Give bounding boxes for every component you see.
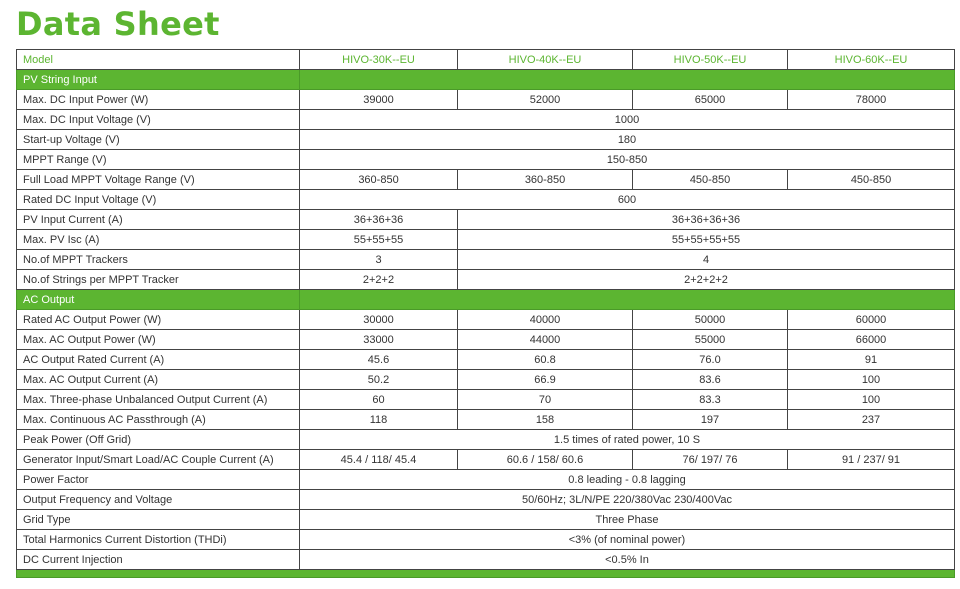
cell-value: 150-850 (300, 150, 955, 170)
cell-value: 2+2+2+2 (458, 270, 955, 290)
data-sheet-table (16, 49, 955, 578)
cell-value: 450-850 (633, 170, 788, 190)
cell-value: 237 (788, 410, 955, 430)
row-label: Max. AC Output Power (W) (17, 330, 300, 350)
table-row (17, 150, 955, 170)
model-name: HIVO-40K--EU (458, 50, 633, 70)
cell-value: 360-850 (300, 170, 458, 190)
section-header-next (17, 570, 955, 578)
section-fill (17, 570, 955, 578)
cell-value: 100 (788, 390, 955, 410)
cell-value: 45.4 / 118/ 45.4 (300, 450, 458, 470)
cell-value: 33000 (300, 330, 458, 350)
cell-value: 66000 (788, 330, 955, 350)
row-label: No.of MPPT Trackers (17, 250, 300, 270)
table-row (17, 90, 955, 110)
section-title: AC Output (17, 290, 300, 310)
cell-value: 30000 (300, 310, 458, 330)
row-label: Rated AC Output Power (W) (17, 310, 300, 330)
table-row (17, 470, 955, 490)
cell-value: 70 (458, 390, 633, 410)
row-label: Model (17, 50, 300, 70)
cell-value: 91 / 237/ 91 (788, 450, 955, 470)
section-header-pv (17, 70, 955, 90)
section-fill (300, 290, 955, 310)
cell-value: 39000 (300, 90, 458, 110)
table-row (17, 370, 955, 390)
cell-value: 44000 (458, 330, 633, 350)
table-row (17, 490, 955, 510)
row-label: Max. DC Input Voltage (V) (17, 110, 300, 130)
cell-value: 360-850 (458, 170, 633, 190)
row-label: Max. PV Isc (A) (17, 230, 300, 250)
row-label: Rated DC Input Voltage (V) (17, 190, 300, 210)
section-title: PV String Input (17, 70, 300, 90)
cell-value: 50/60Hz; 3L/N/PE 220/380Vac 230/400Vac (300, 490, 955, 510)
table-row (17, 530, 955, 550)
row-label: PV Input Current (A) (17, 210, 300, 230)
cell-value: 52000 (458, 90, 633, 110)
row-label: Start-up Voltage (V) (17, 130, 300, 150)
page-title: Data Sheet (16, 5, 220, 43)
cell-value: 65000 (633, 90, 788, 110)
row-label: Max. Continuous AC Passthrough (A) (17, 410, 300, 430)
cell-value: 45.6 (300, 350, 458, 370)
cell-value: 55000 (633, 330, 788, 350)
model-name: HIVO-60K--EU (788, 50, 955, 70)
cell-value: 600 (300, 190, 955, 210)
table-row (17, 510, 955, 530)
table-row (17, 210, 955, 230)
cell-value: 55+55+55 (300, 230, 458, 250)
cell-value: 36+36+36+36 (458, 210, 955, 230)
table-row (17, 310, 955, 330)
section-header-ac (17, 290, 955, 310)
table-row (17, 550, 955, 570)
cell-value: 60000 (788, 310, 955, 330)
cell-value: 83.6 (633, 370, 788, 390)
cell-value: 118 (300, 410, 458, 430)
row-label: AC Output Rated Current (A) (17, 350, 300, 370)
cell-value: 78000 (788, 90, 955, 110)
table-row (17, 350, 955, 370)
row-label: Max. Three-phase Unbalanced Output Current (A) (17, 390, 300, 410)
cell-value: 40000 (458, 310, 633, 330)
row-label: Generator Input/Smart Load/AC Couple Current (A) (17, 450, 300, 470)
cell-value: 36+36+36 (300, 210, 458, 230)
cell-value: 450-850 (788, 170, 955, 190)
table-row (17, 110, 955, 130)
cell-value: 180 (300, 130, 955, 150)
row-label: Max. AC Output Current (A) (17, 370, 300, 390)
table-row (17, 130, 955, 150)
row-label: No.of Strings per MPPT Tracker (17, 270, 300, 290)
table-row (17, 230, 955, 250)
table-row (17, 190, 955, 210)
cell-value: 100 (788, 370, 955, 390)
cell-value: 91 (788, 350, 955, 370)
row-label: Full Load MPPT Voltage Range (V) (17, 170, 300, 190)
cell-value: 55+55+55+55 (458, 230, 955, 250)
cell-value: 2+2+2 (300, 270, 458, 290)
row-label: Peak Power (Off Grid) (17, 430, 300, 450)
table-row (17, 250, 955, 270)
table-row (17, 410, 955, 430)
cell-value: 50.2 (300, 370, 458, 390)
row-label: Total Harmonics Current Distortion (THDi) (17, 530, 300, 550)
table-row (17, 390, 955, 410)
cell-value: 158 (458, 410, 633, 430)
table-row (17, 450, 955, 470)
cell-value: 60 (300, 390, 458, 410)
model-name: HIVO-50K--EU (633, 50, 788, 70)
cell-value: 4 (458, 250, 955, 270)
cell-value: 3 (300, 250, 458, 270)
cell-value: <3% (of nominal power) (300, 530, 955, 550)
row-label: DC Current Injection (17, 550, 300, 570)
row-label: Output Frequency and Voltage (17, 490, 300, 510)
cell-value: 76.0 (633, 350, 788, 370)
cell-value: <0.5% In (300, 550, 955, 570)
row-label: Grid Type (17, 510, 300, 530)
section-fill (300, 70, 955, 90)
model-name: HIVO-30K--EU (300, 50, 458, 70)
cell-value: 60.8 (458, 350, 633, 370)
table-row (17, 330, 955, 350)
cell-value: 1.5 times of rated power, 10 S (300, 430, 955, 450)
cell-value: 50000 (633, 310, 788, 330)
row-label: Max. DC Input Power (W) (17, 90, 300, 110)
cell-value: 66.9 (458, 370, 633, 390)
cell-value: 60.6 / 158/ 60.6 (458, 450, 633, 470)
row-label: Power Factor (17, 470, 300, 490)
cell-value: 76/ 197/ 76 (633, 450, 788, 470)
cell-value: 1000 (300, 110, 955, 130)
model-row (17, 50, 955, 70)
table-row (17, 270, 955, 290)
cell-value: 83.3 (633, 390, 788, 410)
cell-value: 0.8 leading - 0.8 lagging (300, 470, 955, 490)
table-row (17, 170, 955, 190)
cell-value: 197 (633, 410, 788, 430)
row-label: MPPT Range (V) (17, 150, 300, 170)
table-row (17, 430, 955, 450)
cell-value: Three Phase (300, 510, 955, 530)
